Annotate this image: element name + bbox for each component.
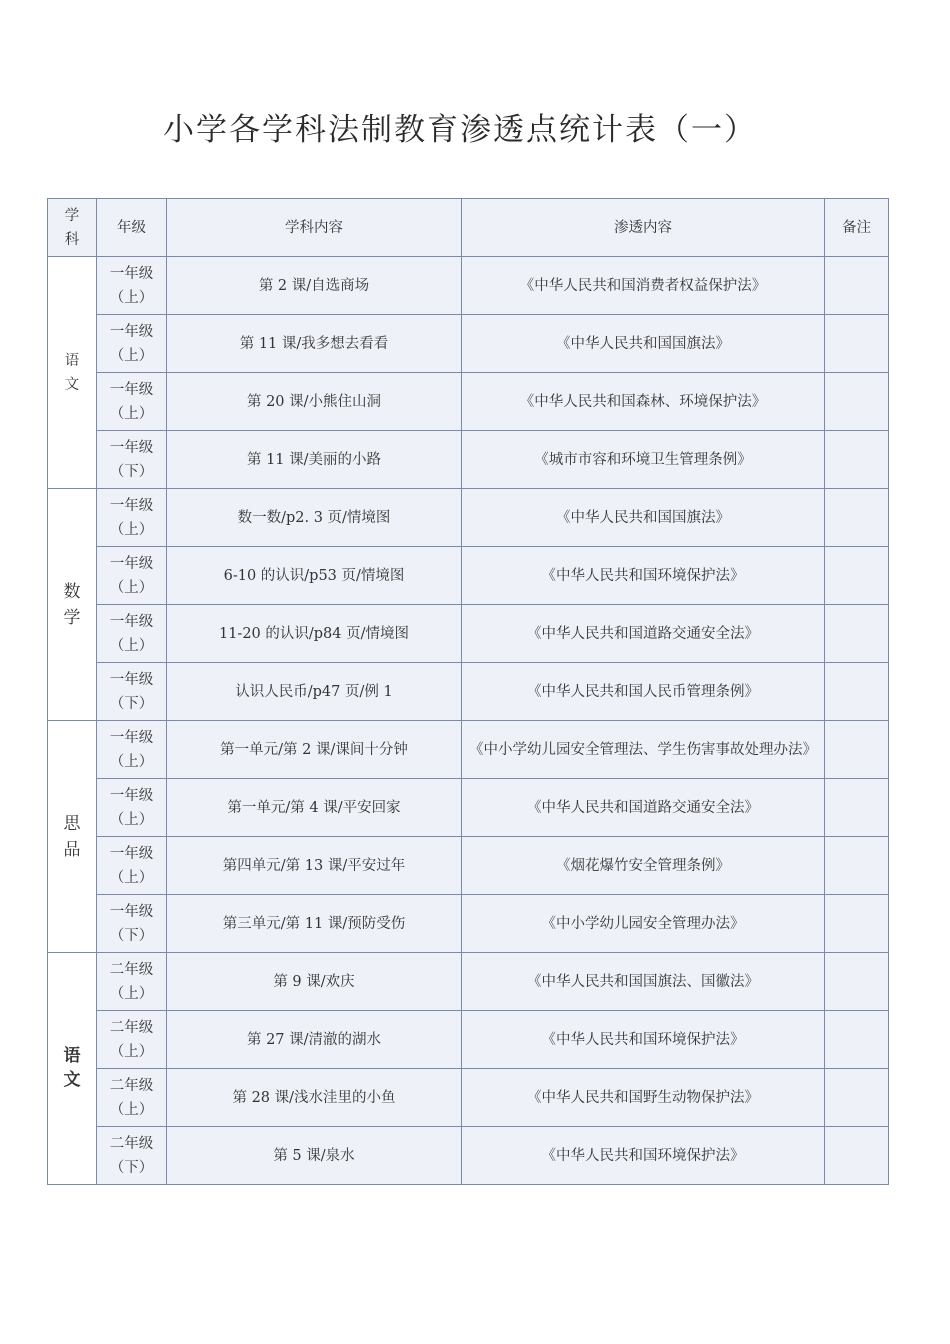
law-cell: 《中华人民共和国人民币管理条例》	[462, 663, 825, 721]
law-cell: 《中华人民共和国国旗法、国徽法》	[462, 953, 825, 1011]
content-cell: 第 11 课/美丽的小路	[167, 431, 462, 489]
subject-label: 数学	[63, 581, 81, 628]
grade-cell: 二年级（上）	[97, 953, 167, 1011]
content-cell: 第 28 课/浅水洼里的小鱼	[167, 1069, 462, 1127]
grade-cell: 二年级（上）	[97, 1069, 167, 1127]
table-row	[48, 721, 889, 779]
note-cell	[825, 257, 889, 315]
content-cell: 第 20 课/小熊住山洞	[167, 373, 462, 431]
table-row	[48, 779, 889, 837]
subject-label: 语文	[64, 352, 80, 393]
table-row	[48, 431, 889, 489]
table-row	[48, 547, 889, 605]
law-cell: 《中华人民共和国森林、环境保护法》	[462, 373, 825, 431]
note-cell	[825, 895, 889, 953]
law-cell: 《中华人民共和国国旗法》	[462, 315, 825, 373]
header-grade: 年级	[97, 199, 167, 257]
header-law: 渗透内容	[462, 199, 825, 257]
grade-cell: 一年级（上）	[97, 257, 167, 315]
grade-cell: 一年级（上）	[97, 373, 167, 431]
note-cell	[825, 721, 889, 779]
content-cell: 第 11 课/我多想去看看	[167, 315, 462, 373]
law-cell: 《中华人民共和国消费者权益保护法》	[462, 257, 825, 315]
law-cell: 《中小学幼儿园安全管理办法》	[462, 895, 825, 953]
table-row	[48, 837, 889, 895]
content-cell: 11-20 的认识/p84 页/情境图	[167, 605, 462, 663]
content-cell: 数一数/p2. 3 页/情境图	[167, 489, 462, 547]
law-cell: 《中华人民共和国野生动物保护法》	[462, 1069, 825, 1127]
law-cell: 《中华人民共和国道路交通安全法》	[462, 779, 825, 837]
law-cell: 《烟花爆竹安全管理条例》	[462, 837, 825, 895]
grade-cell: 一年级（上）	[97, 837, 167, 895]
law-cell: 《中华人民共和国国旗法》	[462, 489, 825, 547]
content-cell: 认识人民币/p47 页/例 1	[167, 663, 462, 721]
note-cell	[825, 779, 889, 837]
grade-cell: 二年级（下）	[97, 1127, 167, 1185]
note-cell	[825, 1011, 889, 1069]
note-cell	[825, 489, 889, 547]
note-cell	[825, 1127, 889, 1185]
content-cell: 第 2 课/自选商场	[167, 257, 462, 315]
table-row	[48, 953, 889, 1011]
content-cell: 第四单元/第 13 课/平安过年	[167, 837, 462, 895]
subject-label: 语文	[63, 1046, 81, 1090]
subject-cell	[48, 489, 97, 721]
table-row	[48, 895, 889, 953]
grade-cell: 一年级（下）	[97, 663, 167, 721]
header-subject: 学科	[48, 199, 97, 257]
grade-cell: 一年级（上）	[97, 721, 167, 779]
subject-cell	[48, 953, 97, 1185]
content-cell: 第三单元/第 11 课/预防受伤	[167, 895, 462, 953]
note-cell	[825, 373, 889, 431]
content-cell: 第 9 课/欢庆	[167, 953, 462, 1011]
subject-cell	[48, 721, 97, 953]
content-cell: 6-10 的认识/p53 页/情境图	[167, 547, 462, 605]
grade-cell: 一年级（下）	[97, 895, 167, 953]
grade-cell: 一年级（上）	[97, 547, 167, 605]
header-content: 学科内容	[167, 199, 462, 257]
law-cell: 《中小学幼儿园安全管理法、学生伤害事故处理办法》	[462, 721, 825, 779]
content-cell: 第 5 课/泉水	[167, 1127, 462, 1185]
grade-cell: 一年级（上）	[97, 489, 167, 547]
table-row	[48, 1127, 889, 1185]
note-cell	[825, 315, 889, 373]
table-row	[48, 1011, 889, 1069]
table-row	[48, 373, 889, 431]
grade-cell: 一年级（下）	[97, 431, 167, 489]
header-note: 备注	[825, 199, 889, 257]
law-education-table	[47, 198, 889, 1185]
note-cell	[825, 837, 889, 895]
table-row	[48, 605, 889, 663]
table-row	[48, 315, 889, 373]
note-cell	[825, 605, 889, 663]
subject-label: 思品	[63, 813, 81, 860]
law-cell: 《中华人民共和国道路交通安全法》	[462, 605, 825, 663]
header-row	[48, 199, 889, 257]
table-body	[48, 257, 889, 1185]
table-row	[48, 663, 889, 721]
subject-cell	[48, 257, 97, 489]
content-cell: 第一单元/第 2 课/课间十分钟	[167, 721, 462, 779]
note-cell	[825, 547, 889, 605]
note-cell	[825, 953, 889, 1011]
note-cell	[825, 1069, 889, 1127]
grade-cell: 二年级（上）	[97, 1011, 167, 1069]
law-cell: 《中华人民共和国环境保护法》	[462, 1127, 825, 1185]
law-cell: 《中华人民共和国环境保护法》	[462, 1011, 825, 1069]
grade-cell: 一年级（上）	[97, 605, 167, 663]
note-cell	[825, 431, 889, 489]
law-cell: 《中华人民共和国环境保护法》	[462, 547, 825, 605]
table-row	[48, 489, 889, 547]
content-cell: 第 27 课/清澈的湖水	[167, 1011, 462, 1069]
content-cell: 第一单元/第 4 课/平安回家	[167, 779, 462, 837]
grade-cell: 一年级（上）	[97, 779, 167, 837]
law-cell: 《城市市容和环境卫生管理条例》	[462, 431, 825, 489]
table-row	[48, 257, 889, 315]
grade-cell: 一年级（上）	[97, 315, 167, 373]
note-cell	[825, 663, 889, 721]
table-row	[48, 1069, 889, 1127]
page-title: 小学各学科法制教育渗透点统计表（一）	[163, 112, 757, 148]
